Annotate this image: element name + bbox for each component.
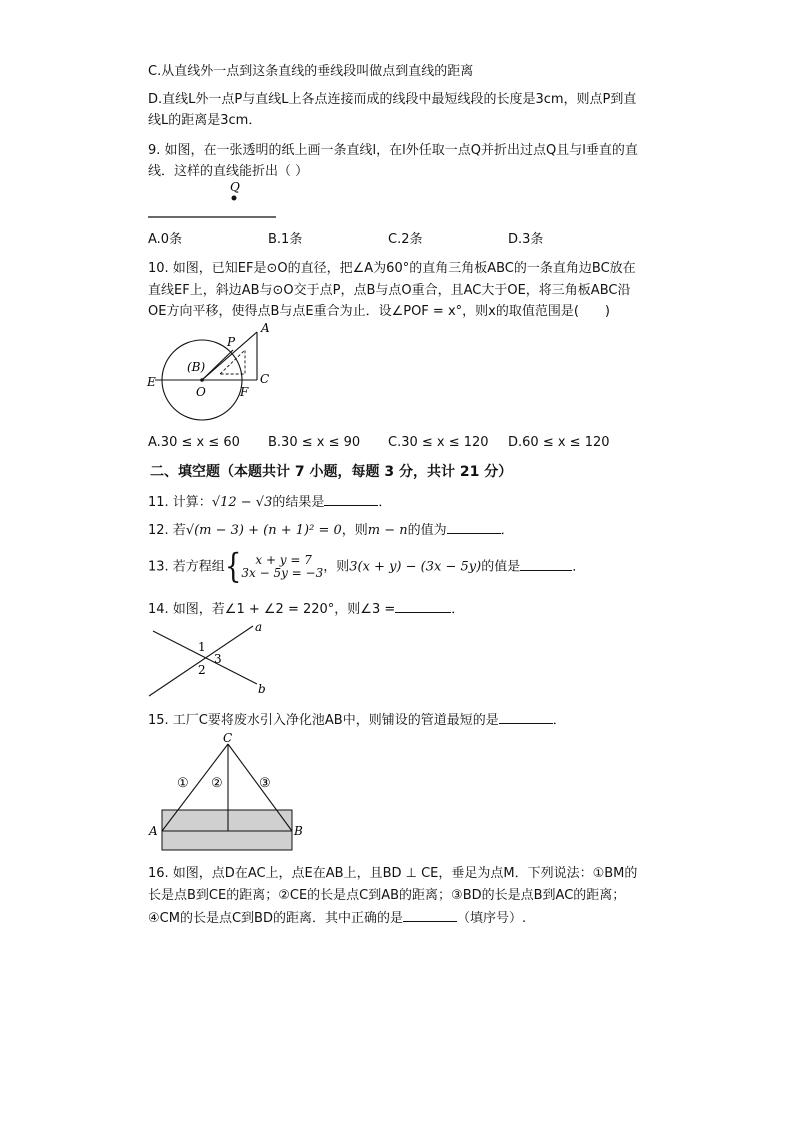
q10-label-e: E <box>147 375 156 389</box>
q9-option-d: D.3条 <box>508 232 544 247</box>
q9-point-q <box>232 196 237 201</box>
q11-answer-blank[interactable] <box>324 492 378 506</box>
q12-pre: 12. 若 <box>148 523 186 538</box>
q8-option-d-line1: D.直线L外一点P与直线L上各点连接而成的线段中最短线段的长度是3cm，则点P到直 <box>148 92 637 107</box>
q11-math: √12 − √3 <box>211 495 273 510</box>
q14-label-2: 2 <box>198 663 206 677</box>
q14-text: 14. 如图，若∠1 + ∠2 = 220°，则∠3 = <box>148 602 396 617</box>
q15-label-c: C <box>223 731 233 745</box>
q13-brace: { <box>224 547 242 587</box>
q10-stem-line2: 直线EF上，斜边AB与⊙O交于点P，点B与点O重合，且AC大于OE，将三角板ABC沿 <box>148 283 631 298</box>
q10-option-c: C.30 ≤ x ≤ 120 <box>388 435 489 450</box>
q11-post: 的结果是 <box>272 495 325 510</box>
q14-label-1: 1 <box>198 640 206 654</box>
q11: 11. 计算：√12 − √3的结果是 ． <box>148 492 391 513</box>
q12: 12. 若√(m − 3) + (n + 1)² = 0，则m − n的值为 ． <box>148 520 514 541</box>
q10-option-a: A.30 ≤ x ≤ 60 <box>148 435 240 450</box>
q10-stem-line1: 10. 如图，已知EF是⊙O的直径，把∠A为60°的直角三角板ABC的一条直角边BC放在 <box>148 261 636 276</box>
q13-eq2: 3x − 5y = −3 <box>241 566 324 580</box>
q10-option-b: B.30 ≤ x ≤ 90 <box>268 435 361 450</box>
q11-pre: 11. 计算： <box>148 495 212 510</box>
q16-answer-blank[interactable] <box>403 908 457 922</box>
q15-label-path3: ③ <box>259 776 271 791</box>
q14-label-3: 3 <box>214 652 222 666</box>
q12-math2: m − n <box>367 523 408 538</box>
q9-option-a: A.0条 <box>148 232 183 247</box>
q12-mid: ，则 <box>341 523 368 538</box>
q10-label-f: F <box>240 385 249 399</box>
section-2-title: 二、填空题（本题共计 7 小题，每题 3 分，共计 21 分） <box>150 464 513 480</box>
q13-post: 的值是 <box>481 559 521 575</box>
q16-line2: 长是点B到CE的距离；②CE的长是点C到AB的距离；③BD的长是点B到AC的距离； <box>148 888 626 903</box>
q15-label-path2: ② <box>211 776 223 791</box>
q13: 13. 若方程组{ x + y = 7 3x − 5y = −3 ，则3(x + y) − (3x − 5y)的值是 ． <box>148 547 586 587</box>
q15-figure <box>145 730 310 855</box>
q13-math: 3(x + y) − (3x − 5y) <box>349 559 482 575</box>
q8-option-c: C.从直线外一点到这条直线的垂线段叫做点到直线的距离 <box>148 64 474 79</box>
q10-option-d: D.60 ≤ x ≤ 120 <box>508 435 610 450</box>
q13-mid: ，则 <box>323 559 350 575</box>
q12-math: √(m − 3) + (n + 1)² = 0 <box>185 523 342 538</box>
q13-answer-blank[interactable] <box>520 557 572 571</box>
q16-line3 <box>148 908 526 929</box>
q13-pre: 13. 若方程组 <box>148 559 225 575</box>
q14-figure <box>145 618 275 698</box>
q16-line1: 16. 如图，点D在AC上，点E在AB上，且BD ⊥ CE，垂足为点M．下列说法：①BM的 <box>148 866 638 881</box>
q15-answer-blank[interactable] <box>499 710 553 724</box>
q13-eq1: x + y = 7 <box>255 553 312 567</box>
q15-pool-ab <box>162 810 292 850</box>
q10-line-op <box>202 350 233 380</box>
q13-system <box>241 554 323 580</box>
q10-stem-line3: OE方向平移，使得点B与点E重合为止．设∠POF = x°，则x的取值范围是( ) <box>148 304 610 319</box>
q12-post: 的值为 <box>407 523 447 538</box>
q12-answer-blank[interactable] <box>447 520 501 534</box>
q9-stem-line1: 9. 如图，在一张透明的纸上画一条直线l，在l外任取一点Q并折出过点Q且与l垂直的直 <box>148 143 638 158</box>
q14-label-b: b <box>258 682 266 696</box>
q10-point-o <box>200 378 204 382</box>
q14-label-a: a <box>255 620 263 634</box>
q10-label-a: A <box>261 321 270 335</box>
q8-option-d-line2: 线L的距离是3cm． <box>148 113 262 128</box>
q16-line3-post: （填序号）. <box>456 911 527 926</box>
q10-figure <box>145 322 280 427</box>
q14: 14. 如图，若∠1 + ∠2 = 220°，则∠3 = ． <box>148 599 464 620</box>
q15: 15. 工厂C要将废水引入净化池AB中，则铺设的管道最短的是 ． <box>148 710 566 731</box>
q15-label-a: A <box>149 824 158 838</box>
q10-label-p: P <box>227 335 236 349</box>
q15-text: 15. 工厂C要将废水引入净化池AB中，则铺设的管道最短的是 <box>148 713 499 728</box>
q9-figure <box>145 178 285 223</box>
q9-option-c: C.2条 <box>388 232 423 247</box>
q10-label-b: (B) <box>187 360 206 374</box>
q9-label-q: Q <box>230 180 240 194</box>
q10-label-o: O <box>196 385 206 399</box>
q9-stem-line2: 线．这样的直线能折出（ ） <box>148 164 309 179</box>
q9-option-b: B.1条 <box>268 232 303 247</box>
q16-line3-pre: ④CM的长是点C到BD的距离．其中正确的是 <box>148 911 403 926</box>
q15-label-path1: ① <box>177 776 189 791</box>
q14-answer-blank[interactable] <box>395 599 451 613</box>
q10-label-c: C <box>260 372 270 386</box>
q15-label-b: B <box>294 824 303 838</box>
